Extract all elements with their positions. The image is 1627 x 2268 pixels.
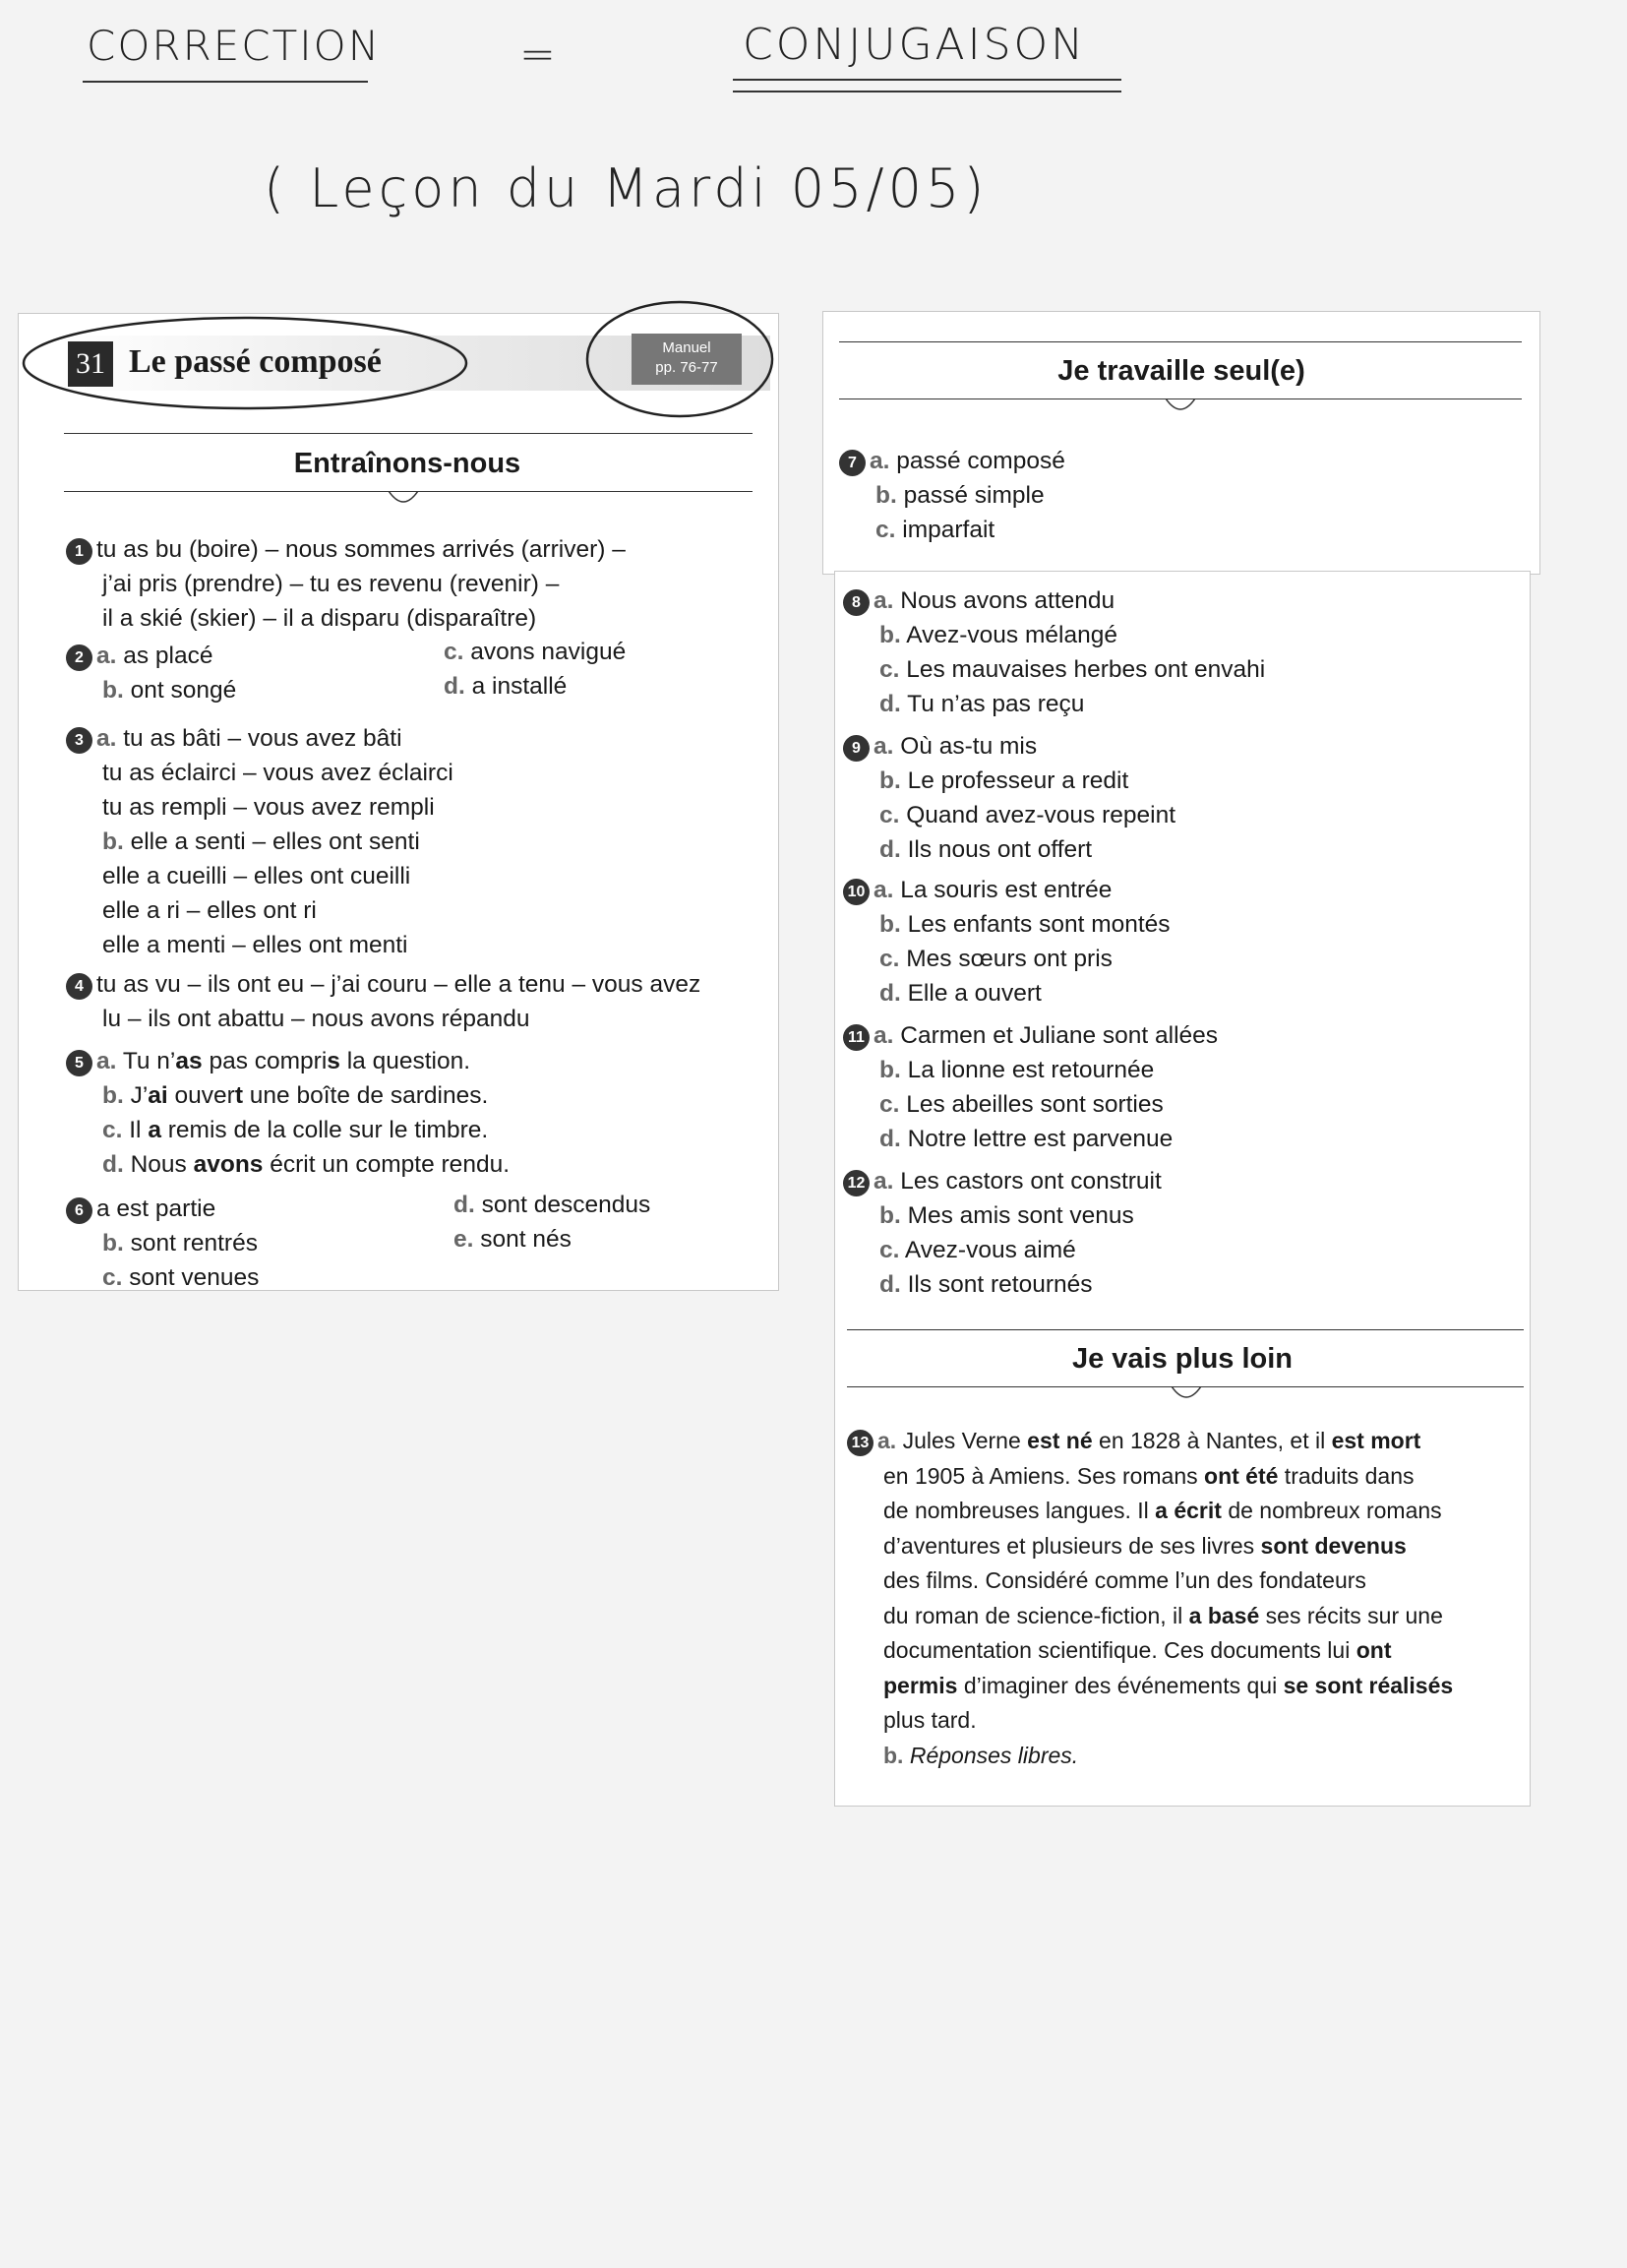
manuel-pages: pp. 76-77 [655,359,718,376]
item-label: d. [453,1192,475,1218]
exercise-4 [66,967,700,1036]
item-label: a. [877,1428,897,1453]
item-label: a. [96,1048,117,1074]
ex10-a: La souris est entrée [900,877,1113,903]
bold-text: a écrit [1155,1498,1222,1523]
item-label: a. [870,448,890,474]
lesson-number: 31 [68,341,113,387]
exercise-1 [66,532,626,636]
item-label: c. [879,802,900,828]
section-notch [1170,1386,1203,1404]
item-label: c. [102,1117,123,1143]
ex3-a-1: tu as bâti – vous avez bâti [123,725,402,752]
text: la question. [339,1048,471,1074]
item-label: c. [879,656,900,683]
exercise-5 [66,1044,510,1182]
title-right-underline-2 [733,91,1121,92]
ex1-line-1: tu as bu (boire) – nous sommes arrivés (arriver) – [96,536,626,563]
item-label: a. [874,1168,894,1195]
item-label: a. [96,725,117,752]
exercise-6 [66,1192,259,1295]
ex8-c: Les mauvaises herbes ont envahi [906,656,1266,683]
ex6-a: a est partie [96,1195,216,1222]
text: des films. Considéré comme l’un des fondateurs [883,1567,1366,1593]
item-label: d. [102,1151,124,1178]
item-label: d. [879,980,901,1007]
text: Nous [130,1151,194,1178]
item-label: d. [879,1271,901,1298]
exercise-6-col2 [453,1188,650,1257]
item-label: b. [883,1742,904,1768]
text: ouver [167,1082,235,1109]
exercise-11 [843,1018,1218,1156]
item-label: b. [879,911,901,938]
ex12-c: Avez-vous aimé [904,1237,1076,1263]
ex9-a: Où as-tu mis [900,733,1038,760]
ex6-c: sont venues [129,1264,260,1291]
ex12-a: Les castors ont construit [900,1168,1162,1195]
ex6-d: sont descendus [481,1192,651,1218]
ex3-a-3: tu as rempli – vous avez rempli [102,794,435,821]
section-title-loin: Je vais plus loin [1071,1343,1294,1375]
item-label: a. [96,643,117,669]
text: du roman de science-fiction, il [883,1602,1189,1628]
ex3-b-1: elle a senti – elles ont senti [130,828,420,855]
bold-text: as [175,1048,203,1074]
item-label: c. [102,1264,123,1291]
text: une boîte de sardines. [243,1082,489,1109]
circle-lesson-title [24,318,466,408]
exercise-9 [843,729,1175,867]
bold-text: permis [883,1672,958,1698]
ex2-c: avons navigué [470,639,627,665]
bold-text: s [327,1048,340,1074]
text: écrit un compte rendu. [263,1151,510,1178]
handwritten-title-right: CONJUGAISON [743,20,1087,70]
hand-circles [19,294,780,412]
ex9-b: Le professeur a redit [907,767,1129,794]
item-label: a. [874,1022,894,1049]
text: d’aventures et plusieurs de ses livres [883,1532,1261,1559]
item-label: b. [879,1057,901,1083]
exercise-13 [847,1424,1453,1773]
section-rule-top [64,433,753,434]
right-card-exercises [834,571,1531,1807]
ex9-c: Quand avez-vous repeint [906,802,1175,828]
ex4-line-1: tu as vu – ils ont eu – j’ai couru – elle a tenu – vous avez [96,971,701,998]
text: d’imaginer des événements qui [957,1672,1284,1698]
exercise-number: 5 [66,1050,92,1076]
item-label: d. [879,836,901,863]
exercise-number: 12 [843,1170,870,1196]
handwritten-subtitle: ( Leçon du Mardi 05/05) [264,157,989,219]
bold-text: ont été [1204,1462,1279,1489]
bold-text: avons [193,1151,264,1178]
text: Tu n’ [122,1048,176,1074]
ex3-a-2: tu as éclairci – vous avez éclairci [102,760,453,786]
exercise-number: 3 [66,727,92,754]
item-label: a. [874,733,894,760]
text: traduits dans [1278,1462,1415,1489]
text: en 1828 à Nantes, et il [1092,1428,1332,1453]
exercise-2-col2 [444,635,626,704]
ex7-a: passé composé [896,448,1065,474]
ex12-d: Ils sont retournés [907,1271,1093,1298]
text: plus tard. [883,1707,977,1733]
section-rule-top [839,341,1522,342]
handwritten-equals: = [519,30,556,80]
exercise-3 [66,721,453,962]
item-label: d. [879,1126,901,1152]
item-label: c. [879,1091,900,1118]
exercise-number: 13 [847,1430,874,1456]
exercise-number: 10 [843,879,870,905]
bold-text: ont [1356,1637,1392,1663]
ex11-b: La lionne est retournée [907,1057,1155,1083]
exercise-number: 2 [66,644,92,671]
item-label: b. [102,677,124,704]
bold-text: a basé [1188,1602,1260,1628]
text: ses récits sur une [1259,1602,1443,1628]
item-label: e. [453,1226,474,1253]
item-label: d. [879,691,901,717]
section-notch [387,491,420,509]
ex9-d: Ils nous ont offert [907,836,1093,863]
bold-text: sont devenus [1260,1532,1407,1559]
exercise-2 [66,639,236,707]
text: en 1905 à Amiens. Ses romans [883,1462,1205,1489]
ex4-line-2: lu – ils ont abattu – nous avons répandu [102,1006,530,1032]
ex1-line-2: j’ai pris (prendre) – tu es revenu (revenir) – [102,571,560,597]
ex11-a: Carmen et Juliane sont allées [900,1022,1219,1049]
ex2-b: ont songé [130,677,237,704]
title-right-underline [733,79,1121,81]
ex8-b: Avez-vous mélangé [906,622,1117,648]
bold-text: se sont réalisés [1283,1672,1454,1698]
item-label: b. [102,828,124,855]
ex6-e: sont nés [480,1226,572,1253]
exercise-number: 8 [843,589,870,616]
item-label: b. [879,622,901,648]
ex10-b: Les enfants sont montés [907,911,1171,938]
circle-manuel [587,302,772,416]
ex3-b-2: elle a cueilli – elles ont cueilli [102,863,411,889]
section-notch [1164,398,1197,416]
ex10-c: Mes sœurs ont pris [906,946,1113,972]
text: J’ [130,1082,149,1109]
exercise-7 [839,444,1065,547]
exercise-number: 11 [843,1024,870,1051]
ex1-line-3: il a skié (skier) – il a disparu (disparaître) [102,605,537,632]
item-label: b. [102,1230,124,1257]
bold-text: t [234,1082,243,1109]
exercise-number: 1 [66,538,92,565]
text: pas compri [202,1048,328,1074]
item-label: a. [874,877,894,903]
exercise-number: 7 [839,450,866,476]
ex8-d: Tu n’as pas reçu [907,691,1085,717]
ex10-d: Elle a ouvert [907,980,1042,1007]
text: Jules Verne [902,1428,1028,1453]
exercise-12 [843,1164,1162,1302]
text: remis de la colle sur le timbre. [160,1117,489,1143]
left-correction-card [18,313,779,1291]
ex7-c: imparfait [902,517,995,543]
right-card-seul [822,311,1540,575]
ex11-d: Notre lettre est parvenue [907,1126,1174,1152]
ex3-b-3: elle a ri – elles ont ri [102,897,317,924]
bold-text: a [148,1117,161,1143]
item-label: b. [879,767,901,794]
item-label: c. [879,1237,900,1263]
exercise-number: 4 [66,973,92,1000]
ex7-b: passé simple [903,482,1045,509]
bold-text: ai [148,1082,168,1109]
ex13-b: Réponses libres. [909,1742,1079,1768]
item-label: b. [875,482,897,509]
section-title-entrainons: Entraînons-nous [293,448,521,479]
bold-text: est né [1027,1428,1093,1453]
title-left-underline [83,81,368,83]
handwritten-title-left: CORRECTION [87,22,382,70]
exercise-10 [843,873,1171,1011]
ex8-a: Nous avons attendu [900,587,1115,614]
item-label: c. [879,946,900,972]
text: de nombreux romans [1221,1498,1442,1523]
item-label: d. [444,673,465,700]
exercise-8 [843,583,1265,721]
text: de nombreuses langues. Il [883,1498,1156,1523]
ex12-b: Mes amis sont venus [907,1202,1134,1229]
item-label: b. [102,1082,124,1109]
text: documentation scientifique. Ces documents lui [883,1637,1356,1663]
item-label: c. [444,639,464,665]
item-label: a. [874,587,894,614]
ex3-b-4: elle a menti – elles ont menti [102,932,408,958]
bold-text: est mort [1331,1428,1421,1453]
exercise-number: 9 [843,735,870,762]
exercise-number: 6 [66,1197,92,1224]
manuel-label: Manuel [662,339,711,356]
item-label: b. [879,1202,901,1229]
ex11-c: Les abeilles sont sorties [906,1091,1164,1118]
section-title-seul: Je travaille seul(e) [1057,355,1305,387]
ex2-d: a installé [471,673,568,700]
ex6-b: sont rentrés [130,1230,258,1257]
lesson-title: Le passé composé [129,343,382,380]
section-rule-top [847,1329,1524,1330]
text: Il [129,1117,149,1143]
ex2-a: as placé [123,643,213,669]
item-label: c. [875,517,896,543]
